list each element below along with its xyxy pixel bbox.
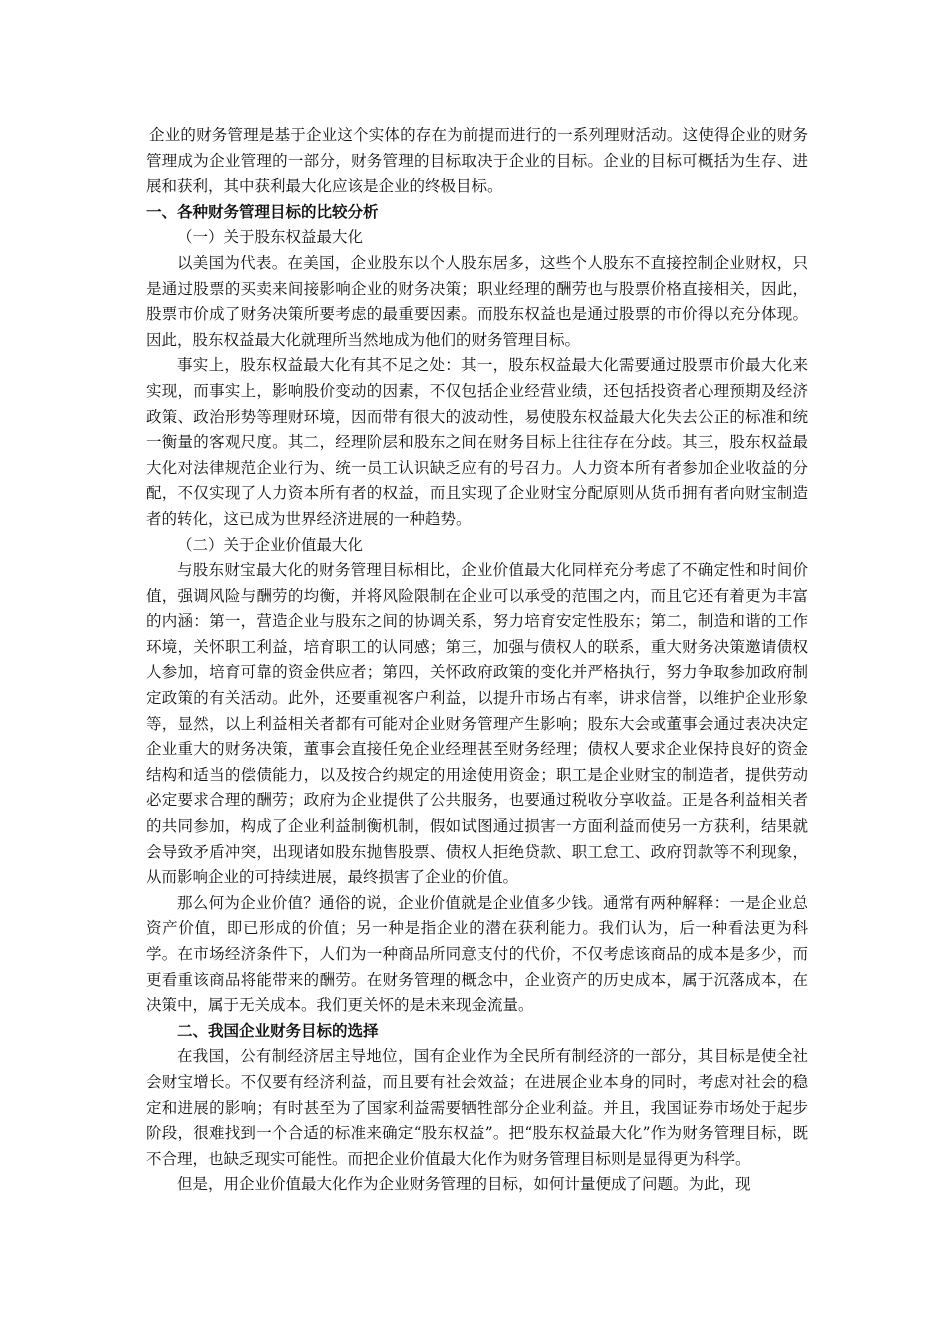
body-paragraph: 那么何为企业价值？通俗的说，企业价值就是企业值多少钱。通常有两种解释：一是企业总资产价值，即已形成的价值；另一种是指企业的潜在获利能力。我们认为，后一种看法更为科学。在市场经济条件下，人们为一种商品所同意支付的代价，不仅考虑该商品的成本是多少，而更看重该商品将能带来的酬劳。在财务管理的概念中，企业资产的历史成本，属于沉落成本，在决策中，属于无关成本。我们更关怀的是未来现金流量。 bbox=[146, 893, 808, 1015]
subsection-heading-1: （一）关于股东权益最大化 bbox=[177, 228, 364, 247]
subsection-heading-2: （二）关于企业价值最大化 bbox=[177, 535, 364, 554]
body-paragraph: 在我国，公有制经济居主导地位，国有企业作为全民所有制经济的一部分，其目标是使全社会财宝增长。不仅要有经济利益，而且要有社会效益；在进展企业本身的同时，考虑对社会的稳定和进展的影响；有时甚至为了国家利益需要牺牲部分企业利益。并且，我国证券市场处于起步阶段，很难找到一个合适的标准来确定“股东权益”。把“股东权益最大化”作为财务管理目标，既不合理，也缺乏现实可能性。而把企业价值最大化作为财务管理目标则是显得更为科学。 bbox=[146, 1047, 808, 1168]
document-page bbox=[146, 123, 808, 1198]
body-paragraph: 但是，用企业价值最大化作为企业财务管理的目标，如何计量便成了问题。为此，现 bbox=[177, 1175, 751, 1194]
section-heading-2: 二、我国企业财务目标的选择 bbox=[177, 1021, 379, 1040]
body-paragraph: 与股东财宝最大化的财务管理目标相比，企业价值最大化同样充分考虑了不确定性和时间价值，强调风险与酬劳的均衡，并将风险限制在企业可以承受的范围之内，而且它还有着更为丰富的内涵：第一，营造企业与股东之间的协调关系，努力培育安定性股东；第二，制造和谐的工作环境，关怀职工利益，培育职工的认同感；第三，加强与债权人的联系，重大财务决策邀请债权人参加，培育可靠的资金供应者；第四，关怀政府政策的变化并严格执行，努力争取参加政府制定政策的有关活动。此外，还要重视客户利益，以提升市场占有率，讲求信誉，以维护企业形象等，显然，以上利益相关者都有可能对企业财务管理产生影响；股东大会或董事会通过表决决定企业重大的财务决策，董事会直接任免企业经理甚至财务经理；债权人要求企业保持良好的资金结构和适当的偿债能力，以及按合约规定的用途使用资金；职工是企业财宝的制造者，提供劳动必定要求合理的酬劳；政府为企业提供了公共服务，也要通过税收分享收益。正是各利益相关者的共同参加，构成了企业利益制衡机制，假如试图通过损害一方面利益而使另一方获利，结果就会导致矛盾冲突，出现诸如股东抛售股票、债权人拒绝贷款、职工怠工、政府罚款等不利现象，从而影响企业的可持续进展，最终损害了企业的价值。 bbox=[146, 561, 808, 887]
section-heading-1: 一、各种财务管理目标的比较分析 bbox=[146, 202, 379, 221]
body-paragraph: 以美国为代表。在美国，企业股东以个人股东居多，这些个人股东不直接控制企业财权，只是通过股票的买卖来间接影响企业的财务决策；职业经理的酬劳也与股票价格直接相关，因此，股票市价成了财务决策所要考虑的最重要因素。而股东权益也是通过股票的市价得以充分体现。因此，股东权益最大化就理所当然地成为他们的财务管理目标。 bbox=[146, 253, 808, 349]
intro-paragraph: 企业的财务管理是基于企业这个实体的存在为前提而进行的一系列理财活动。这使得企业的财务管理成为企业管理的一部分，财务管理的目标取决于企业的目标。企业的目标可概括为生存、进展和获利，其中获利最大化应该是企业的终极目标。 bbox=[146, 126, 808, 196]
body-paragraph: 事实上，股东权益最大化有其不足之处：其一，股东权益最大化需要通过股票市价最大化来实现，而事实上，影响股价变动的因素，不仅包括企业经营业绩，还包括投资者心理预期及经济政策、政治形势等理财环境，因而带有很大的波动性，易使股东权益最大化失去公正的标准和统一衡量的客观尺度。其二，经理阶层和股东之间在财务目标上往往存在分歧。其三，股东权益最大化对法律规范企业行为、统一员工认识缺乏应有的号召力。人力资本所有者参加企业收益的分配，不仅实现了人力资本所有者的权益，而且实现了企业财宝分配原则从货币拥有者向财宝制造者的转化，这已成为世界经济进展的一种趋势。 bbox=[146, 356, 808, 528]
